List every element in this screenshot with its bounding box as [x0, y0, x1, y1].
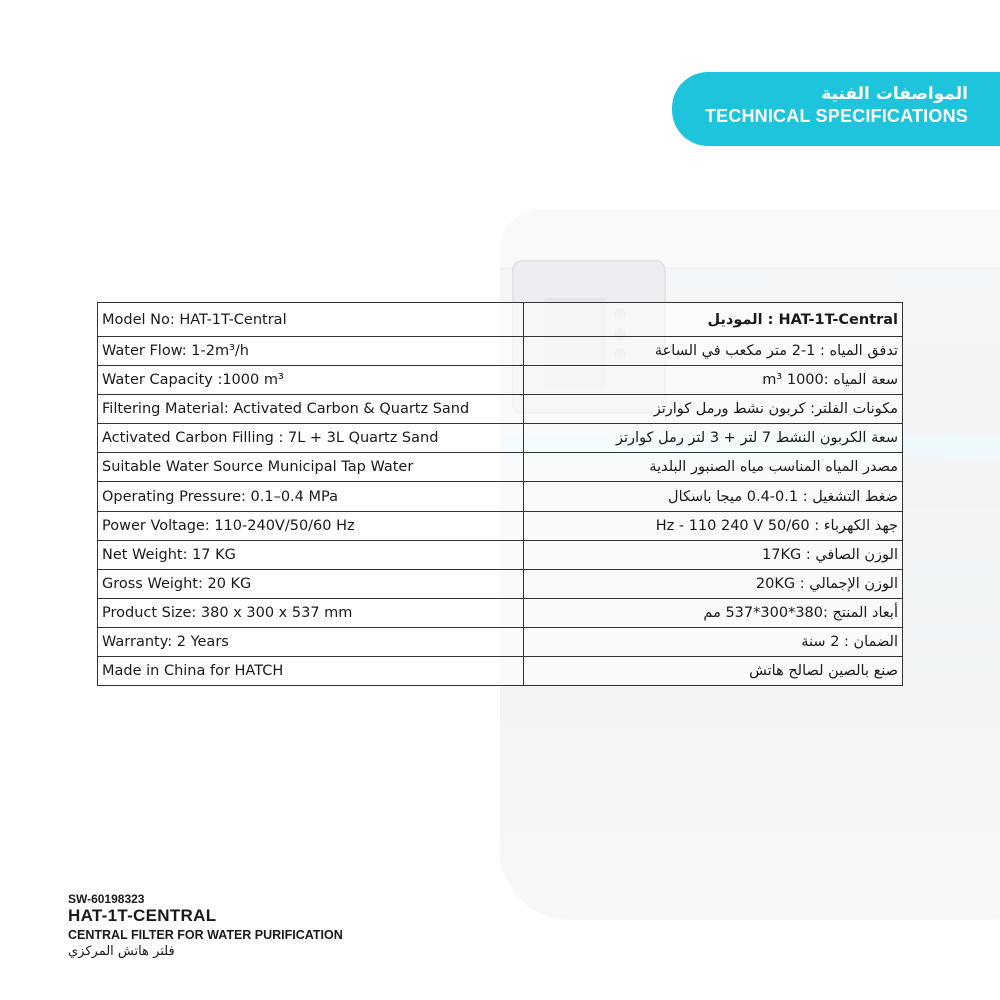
- table-row: [98, 337, 903, 366]
- table-row: [98, 540, 903, 569]
- product-description: CENTRAL FILTER FOR WATER PURIFICATION: [68, 928, 343, 942]
- header-title-ar: المواصفات الفنية: [821, 84, 968, 104]
- table-row: [98, 395, 903, 424]
- spec-ar: مكونات الفلتر: كربون نشط ورمل كوارتز: [523, 395, 902, 424]
- spec-ar: الوزن الصافي : 17KG: [523, 540, 902, 569]
- table-row: [98, 366, 903, 395]
- spec-en: Made in China for HATCH: [98, 657, 524, 686]
- spec-ar: صنع بالصين لصالح هاتش: [523, 657, 902, 686]
- table-row: [98, 569, 903, 598]
- spec-en: Suitable Water Source Municipal Tap Water: [98, 453, 524, 482]
- spec-en: Net Weight: 17 KG: [98, 540, 524, 569]
- spec-en: Operating Pressure: 0.1–0.4 MPa: [98, 482, 524, 511]
- spec-ar: الوزن الإجمالي : 20KG: [523, 569, 902, 598]
- spec-en: Water Capacity :1000 m³: [98, 366, 524, 395]
- spec-ar: ضغط التشغيل : 0.1-0.4 ميجا باسكال: [523, 482, 902, 511]
- spec-en: Warranty: 2 Years: [98, 627, 524, 656]
- spec-ar: مصدر المياه المناسب مياه الصنبور البلدية: [523, 453, 902, 482]
- spec-en: Water Flow: 1-2m³/h: [98, 337, 524, 366]
- spec-en: Activated Carbon Filling : 7L + 3L Quartz Sand: [98, 424, 524, 453]
- spec-en: Gross Weight: 20 KG: [98, 569, 524, 598]
- spec-ar: سعة المياه :1000 m³: [523, 366, 902, 395]
- table-row: [98, 598, 903, 627]
- spec-ar: أبعاد المنتج :380*300*537 مم: [523, 598, 902, 627]
- specs-table: [97, 302, 903, 686]
- table-row: [98, 453, 903, 482]
- spec-ar: الضمان : 2 سنة: [523, 627, 902, 656]
- product-model: HAT-1T-CENTRAL: [68, 906, 217, 925]
- table-row: [98, 657, 903, 686]
- header-title-en: TECHNICAL SPECIFICATIONS: [704, 106, 968, 126]
- product-footer: [68, 892, 343, 959]
- table-row: [98, 482, 903, 511]
- table-row: [98, 511, 903, 540]
- spec-en: Filtering Material: Activated Carbon & Quartz Sand: [98, 395, 524, 424]
- product-description-ar: فلتر هاتش المركزي: [68, 944, 175, 959]
- table-row: [98, 303, 903, 337]
- spec-ar: تدفق المياه : 1-2 متر مكعب في الساعة: [523, 337, 902, 366]
- header-badge: [672, 72, 1000, 146]
- product-sku: SW-60198323: [68, 892, 145, 906]
- spec-en: Product Size: 380 x 300 x 537 mm: [98, 598, 524, 627]
- spec-ar: جهد الكهرباء : 50/60 Hz - 110 240 V: [523, 511, 902, 540]
- table-row: [98, 627, 903, 656]
- table-row: [98, 424, 903, 453]
- spec-en: Power Voltage: 110-240V/50/60 Hz: [98, 511, 524, 540]
- spec-ar: سعة الكربون النشط 7 لتر + 3 لتر رمل كوارتز: [523, 424, 902, 453]
- spec-en: Model No: HAT-1T-Central: [98, 303, 524, 337]
- spec-ar: HAT-1T-Central : الموديل: [523, 303, 902, 337]
